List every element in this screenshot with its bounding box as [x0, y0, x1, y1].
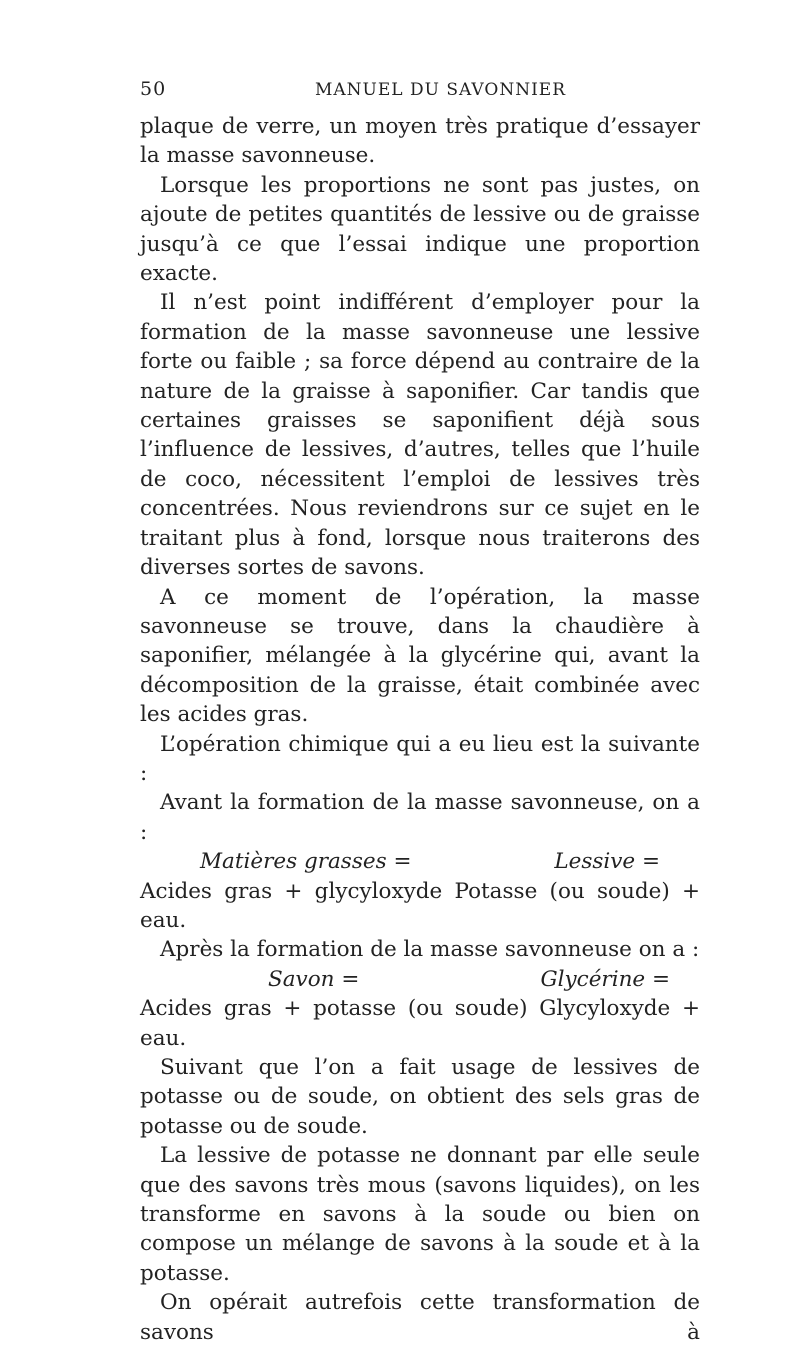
formula-right-term: Glycérine = — [540, 966, 670, 992]
paragraph: La lessive de potasse ne donnant par elle seule que des savons très mous (savons liquides), on les transforme en savons à la soude ou bien on compose un mélange de savons à la soude et à la potasse. — [140, 1143, 700, 1286]
equation-before: Acides gras + glycyloxyde Potasse (ou soude) + eau. — [140, 878, 700, 933]
paragraph: Après la formation de la masse savonneuse on a : — [160, 937, 700, 963]
formula-after — [140, 965, 700, 994]
paragraph: Lorsque les proportions ne sont pas justes, on ajoute de petites quantités de lessive ou de graisse jusqu’à ce que l’essai indique une proportion exacte. — [140, 172, 700, 287]
paragraph: A ce moment de l’opération, la masse savonneuse se trouve, dans la chaudière à saponifier, mélangée à la glycérine qui, avant la décomposition de la graisse, était combinée avec les acides gras. — [140, 584, 700, 728]
paragraph-continued: plaque de verre, un moyen très pratique d’essayer la masse savonneuse. — [140, 114, 700, 169]
formula-right-term: Lessive = — [554, 849, 660, 875]
formula-before — [140, 847, 700, 876]
paragraph: Il n’est point indifférent d’employer pour la formation de la masse savonneuse une lessive forte ou faible ; sa force dépend au contraire de la nature de la graisse à saponifier. Car tandis que certaines graisses se saponifient déjà sous l’influence de lessives, d’autres, telles que l’huile de coco, nécessitent l’emploi de lessives très concentrées. Nous reviendrons sur ce sujet en le traitant plus à fond, lorsque nous traiterons des diverses sortes de savons. — [140, 290, 700, 581]
running-title: MANUEL DU SAVONNIER — [315, 80, 567, 100]
paragraph: Suivant que l’on a fait usage de lessives de potasse ou de soude, on obtient des sels gras de potasse ou de soude. — [140, 1055, 700, 1139]
page-number: 50 — [140, 78, 167, 100]
paragraph: L’opération chimique qui a eu lieu est la suivante : — [140, 731, 700, 786]
equation-after: Acides gras + potasse (ou soude) Glycyloxyde + eau. — [140, 996, 700, 1051]
formula-left-term: Matières grasses = — [200, 849, 412, 875]
paragraph: Avant la formation de la masse savonneuse, on a : — [140, 790, 700, 845]
paragraph: On opérait autrefois cette transformation de savons à — [140, 1290, 700, 1345]
formula-left-term: Savon = — [268, 966, 360, 992]
page-body — [140, 112, 700, 1347]
running-header — [140, 78, 700, 108]
